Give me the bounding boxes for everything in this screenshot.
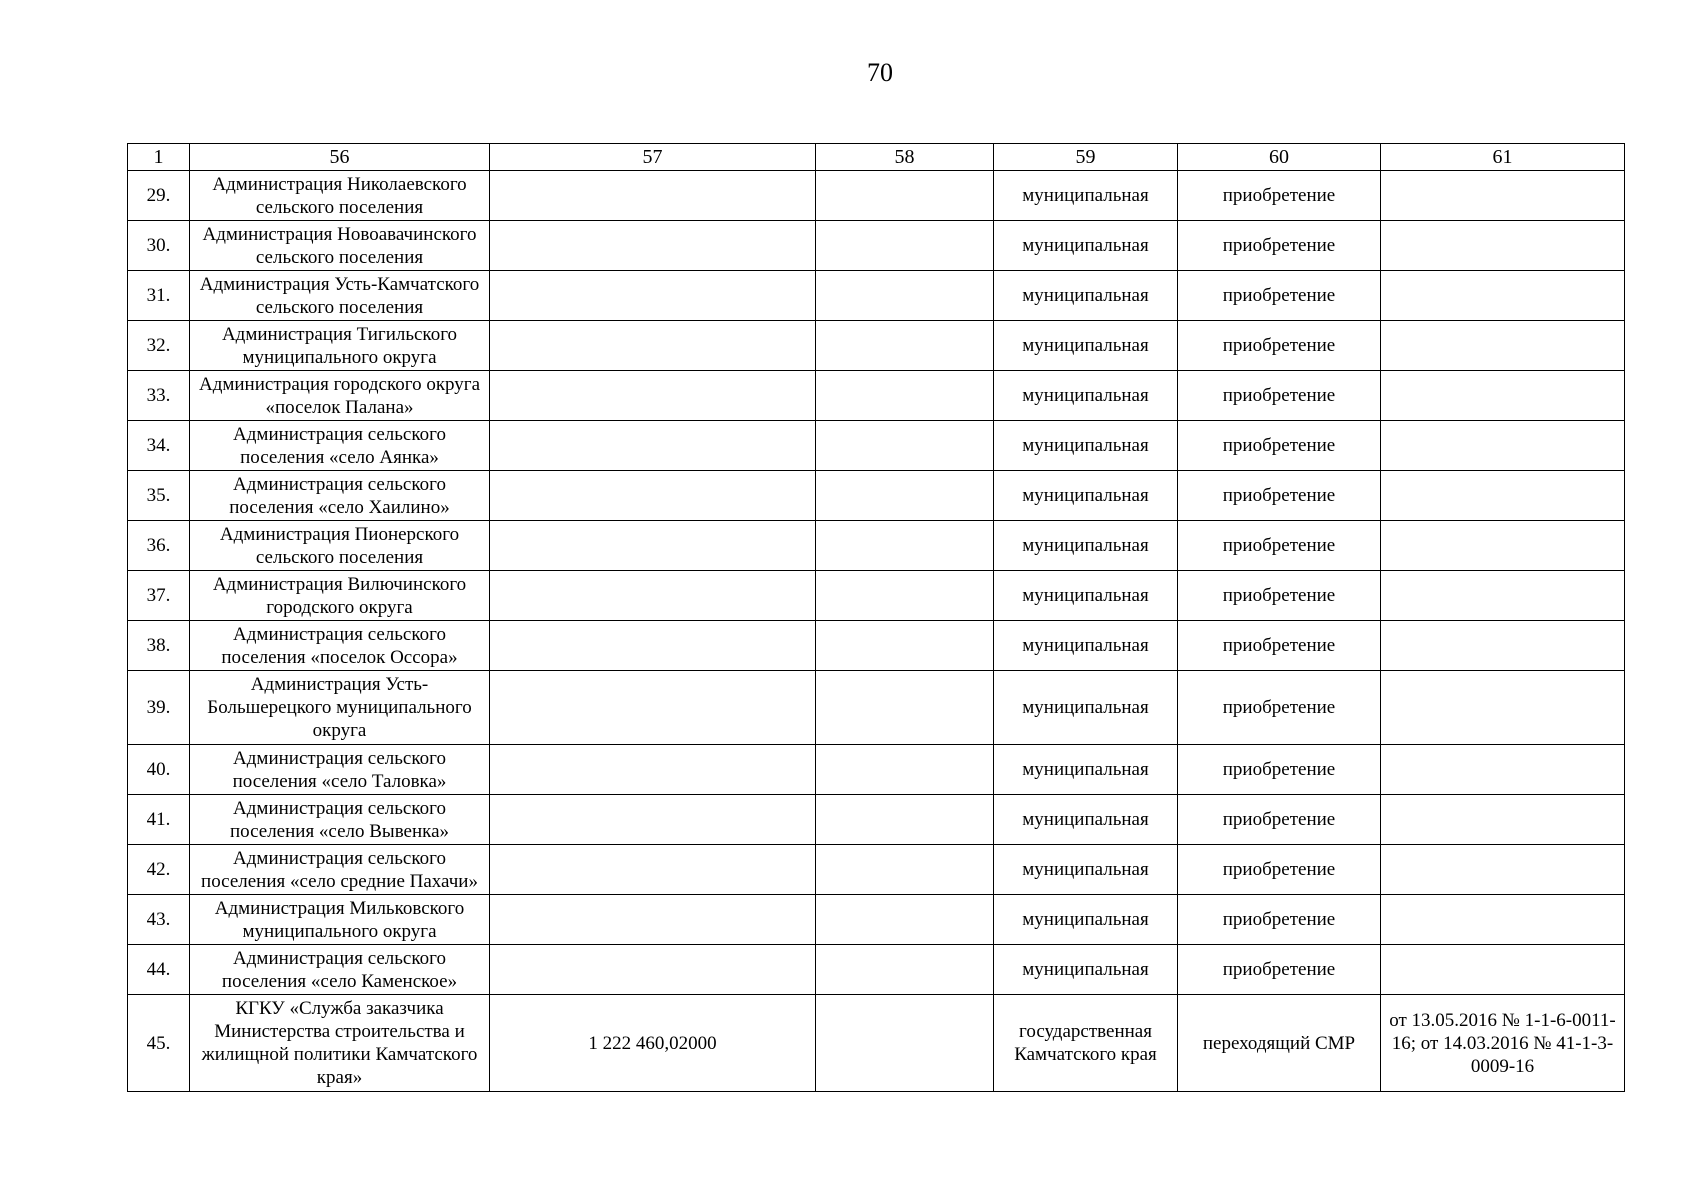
document-cell <box>1381 845 1625 895</box>
document-cell <box>1381 895 1625 945</box>
organization-name: Администрация Усть-Камчатского сельского поселения <box>190 271 490 321</box>
table-row <box>128 421 1625 471</box>
work-type-cell: приобретение <box>1178 421 1381 471</box>
column-58-cell <box>816 795 994 845</box>
table-row <box>128 321 1625 371</box>
organization-name: Администрация Николаевского сельского поселения <box>190 171 490 221</box>
work-type-cell: приобретение <box>1178 845 1381 895</box>
document-cell <box>1381 321 1625 371</box>
header-cell-57: 57 <box>490 144 816 171</box>
amount-cell <box>490 321 816 371</box>
ownership-cell: муниципальная <box>994 321 1178 371</box>
ownership-cell: муниципальная <box>994 271 1178 321</box>
ownership-cell: муниципальная <box>994 845 1178 895</box>
document-cell: от 13.05.2016 № 1-1-6-0011-16; от 14.03.2016 № 41-1-3-0009-16 <box>1381 995 1625 1092</box>
work-type-cell: приобретение <box>1178 321 1381 371</box>
organization-name: Администрация сельского поселения «село Вывенка» <box>190 795 490 845</box>
work-type-cell: переходящий СМР <box>1178 995 1381 1092</box>
document-cell <box>1381 471 1625 521</box>
amount-cell <box>490 421 816 471</box>
column-58-cell <box>816 171 994 221</box>
organization-name: Администрация сельского поселения «село Таловка» <box>190 745 490 795</box>
column-58-cell <box>816 471 994 521</box>
document-cell <box>1381 795 1625 845</box>
organization-name: Администрация сельского поселения «поселок Оссора» <box>190 621 490 671</box>
ownership-cell: муниципальная <box>994 371 1178 421</box>
data-table <box>127 143 1625 1092</box>
row-number: 42. <box>128 845 190 895</box>
document-cell <box>1381 171 1625 221</box>
column-58-cell <box>816 271 994 321</box>
document-cell <box>1381 671 1625 745</box>
organization-name: Администрация Новоавачинского сельского поселения <box>190 221 490 271</box>
ownership-cell: муниципальная <box>994 795 1178 845</box>
document-cell <box>1381 421 1625 471</box>
amount-cell <box>490 271 816 321</box>
amount-cell <box>490 621 816 671</box>
table-row <box>128 571 1625 621</box>
document-cell <box>1381 271 1625 321</box>
amount-cell: 1 222 460,02000 <box>490 995 816 1092</box>
document-cell <box>1381 621 1625 671</box>
row-number: 44. <box>128 945 190 995</box>
table-row <box>128 795 1625 845</box>
column-58-cell <box>816 745 994 795</box>
amount-cell <box>490 171 816 221</box>
column-58-cell <box>816 521 994 571</box>
row-number: 29. <box>128 171 190 221</box>
work-type-cell: приобретение <box>1178 945 1381 995</box>
table-row <box>128 945 1625 995</box>
column-58-cell <box>816 421 994 471</box>
amount-cell <box>490 471 816 521</box>
row-number: 34. <box>128 421 190 471</box>
work-type-cell: приобретение <box>1178 371 1381 421</box>
row-number: 45. <box>128 995 190 1092</box>
organization-name: КГКУ «Служба заказчика Министерства строительства и жилищной политики Камчатского края» <box>190 995 490 1092</box>
amount-cell <box>490 371 816 421</box>
work-type-cell: приобретение <box>1178 671 1381 745</box>
row-number: 41. <box>128 795 190 845</box>
table-row <box>128 895 1625 945</box>
document-cell <box>1381 745 1625 795</box>
column-58-cell <box>816 321 994 371</box>
work-type-cell: приобретение <box>1178 621 1381 671</box>
ownership-cell: муниципальная <box>994 421 1178 471</box>
work-type-cell: приобретение <box>1178 471 1381 521</box>
ownership-cell: муниципальная <box>994 745 1178 795</box>
table-row <box>128 521 1625 571</box>
organization-name: Администрация сельского поселения «село Аянка» <box>190 421 490 471</box>
row-number: 43. <box>128 895 190 945</box>
table-row <box>128 471 1625 521</box>
ownership-cell: муниципальная <box>994 471 1178 521</box>
organization-name: Администрация сельского поселения «село Хаилино» <box>190 471 490 521</box>
ownership-cell: муниципальная <box>994 621 1178 671</box>
ownership-cell: государственная Камчатского края <box>994 995 1178 1092</box>
organization-name: Администрация городского округа «поселок Палана» <box>190 371 490 421</box>
row-number: 37. <box>128 571 190 621</box>
column-58-cell <box>816 995 994 1092</box>
header-cell-56: 56 <box>190 144 490 171</box>
document-cell <box>1381 371 1625 421</box>
column-58-cell <box>816 671 994 745</box>
column-58-cell <box>816 621 994 671</box>
document-cell <box>1381 571 1625 621</box>
column-58-cell <box>816 845 994 895</box>
table-row <box>128 271 1625 321</box>
work-type-cell: приобретение <box>1178 521 1381 571</box>
column-58-cell <box>816 895 994 945</box>
row-number: 33. <box>128 371 190 421</box>
column-58-cell <box>816 371 994 421</box>
work-type-cell: приобретение <box>1178 571 1381 621</box>
work-type-cell: приобретение <box>1178 895 1381 945</box>
work-type-cell: приобретение <box>1178 171 1381 221</box>
table-row <box>128 171 1625 221</box>
row-number: 31. <box>128 271 190 321</box>
header-cell-1: 1 <box>128 144 190 171</box>
table-row <box>128 221 1625 271</box>
row-number: 35. <box>128 471 190 521</box>
row-number: 39. <box>128 671 190 745</box>
column-58-cell <box>816 221 994 271</box>
organization-name: Администрация Мильковского муниципального округа <box>190 895 490 945</box>
work-type-cell: приобретение <box>1178 745 1381 795</box>
row-number: 38. <box>128 621 190 671</box>
document-cell <box>1381 945 1625 995</box>
ownership-cell: муниципальная <box>994 671 1178 745</box>
column-58-cell <box>816 945 994 995</box>
table-row <box>128 671 1625 745</box>
header-cell-61: 61 <box>1381 144 1625 171</box>
work-type-cell: приобретение <box>1178 795 1381 845</box>
header-row <box>128 144 1625 171</box>
amount-cell <box>490 571 816 621</box>
amount-cell <box>490 221 816 271</box>
organization-name: Администрация Пионерского сельского поселения <box>190 521 490 571</box>
amount-cell <box>490 521 816 571</box>
page-number: 70 <box>867 58 893 87</box>
organization-name: Администрация Усть-Большерецкого муниципального округа <box>190 671 490 745</box>
amount-cell <box>490 671 816 745</box>
table-row <box>128 371 1625 421</box>
row-number: 30. <box>128 221 190 271</box>
document-cell <box>1381 221 1625 271</box>
organization-name: Администрация Тигильского муниципального округа <box>190 321 490 371</box>
amount-cell <box>490 895 816 945</box>
row-number: 36. <box>128 521 190 571</box>
row-number: 32. <box>128 321 190 371</box>
ownership-cell: муниципальная <box>994 221 1178 271</box>
header-cell-60: 60 <box>1178 144 1381 171</box>
work-type-cell: приобретение <box>1178 271 1381 321</box>
header-cell-59: 59 <box>994 144 1178 171</box>
ownership-cell: муниципальная <box>994 895 1178 945</box>
amount-cell <box>490 745 816 795</box>
ownership-cell: муниципальная <box>994 171 1178 221</box>
amount-cell <box>490 845 816 895</box>
ownership-cell: муниципальная <box>994 945 1178 995</box>
work-type-cell: приобретение <box>1178 221 1381 271</box>
organization-name: Администрация сельского поселения «село Каменское» <box>190 945 490 995</box>
row-number: 40. <box>128 745 190 795</box>
table-row <box>128 745 1625 795</box>
table-row <box>128 995 1625 1092</box>
amount-cell <box>490 945 816 995</box>
table-row <box>128 845 1625 895</box>
ownership-cell: муниципальная <box>994 571 1178 621</box>
amount-cell <box>490 795 816 845</box>
table-row <box>128 621 1625 671</box>
ownership-cell: муниципальная <box>994 521 1178 571</box>
organization-name: Администрация Вилючинского городского округа <box>190 571 490 621</box>
organization-name: Администрация сельского поселения «село средние Пахачи» <box>190 845 490 895</box>
column-58-cell <box>816 571 994 621</box>
header-cell-58: 58 <box>816 144 994 171</box>
document-cell <box>1381 521 1625 571</box>
